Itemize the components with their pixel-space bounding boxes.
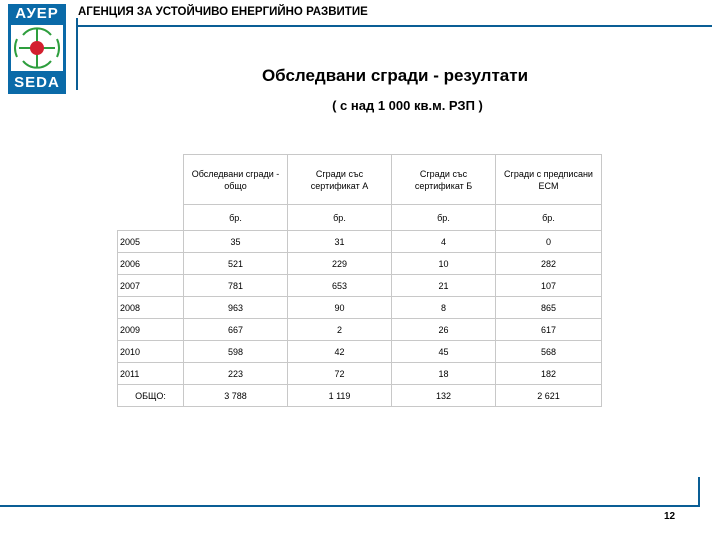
logo-bottom-text: SEDA	[14, 74, 60, 91]
table-cell: 8	[392, 297, 496, 319]
table-row	[118, 363, 602, 385]
unit-cell: бр.	[184, 205, 288, 231]
row-label: 2010	[118, 341, 184, 363]
unit-cell: бр.	[288, 205, 392, 231]
row-label: 2005	[118, 231, 184, 253]
table-row	[118, 275, 602, 297]
row-label: 2007	[118, 275, 184, 297]
table-cell: 42	[288, 341, 392, 363]
table-cell: 21	[392, 275, 496, 297]
table-row	[118, 319, 602, 341]
table-cell: 653	[288, 275, 392, 297]
table-cell: 963	[184, 297, 288, 319]
table-cell: 26	[392, 319, 496, 341]
table-cell: 35	[184, 231, 288, 253]
table-cell: 667	[184, 319, 288, 341]
table-row	[118, 253, 602, 275]
row-label: 2008	[118, 297, 184, 319]
row-label: 2009	[118, 319, 184, 341]
table-cell: 10	[392, 253, 496, 275]
header-horizontal-rule	[78, 25, 712, 27]
logo-emblem	[11, 25, 63, 71]
table-cell: 229	[288, 253, 392, 275]
table-cell: 2	[288, 319, 392, 341]
table-cell: 18	[392, 363, 496, 385]
page-title: Обследвани сгради - резултати	[261, 66, 529, 85]
table-cell: 223	[184, 363, 288, 385]
results-table	[117, 154, 602, 407]
total-cell: 1 119	[288, 385, 392, 407]
total-label: ОБЩО:	[118, 385, 184, 407]
table-cell: 107	[496, 275, 602, 297]
table-row	[118, 297, 602, 319]
corner-cell	[118, 205, 184, 231]
table-cell: 865	[496, 297, 602, 319]
table-cell: 31	[288, 231, 392, 253]
footer-vertical-rule	[698, 477, 700, 507]
table-cell: 4	[392, 231, 496, 253]
footer-horizontal-rule	[0, 505, 700, 507]
agency-name: АГЕНЦИЯ ЗА УСТОЙЧИВО ЕНЕРГИЙНО РАЗВИТИЕ	[78, 6, 368, 18]
table-cell: 521	[184, 253, 288, 275]
column-header: Сгради със сертификат А	[288, 155, 392, 205]
table-cell: 598	[184, 341, 288, 363]
row-label: 2011	[118, 363, 184, 385]
total-cell: 132	[392, 385, 496, 407]
table-cell: 182	[496, 363, 602, 385]
table-row	[118, 341, 602, 363]
table-cell: 568	[496, 341, 602, 363]
row-label: 2006	[118, 253, 184, 275]
table-cell: 45	[392, 341, 496, 363]
table-row	[118, 231, 602, 253]
column-header: Сгради с предписани ЕСМ	[496, 155, 602, 205]
table-cell: 617	[496, 319, 602, 341]
table-units-row	[118, 205, 602, 231]
column-header: Обследвани сгради - общо	[184, 155, 288, 205]
table-cell: 0	[496, 231, 602, 253]
unit-cell: бр.	[392, 205, 496, 231]
table-cell: 282	[496, 253, 602, 275]
logo-top-text: АУЕР	[15, 5, 59, 22]
page-subtitle: ( с над 1 000 кв.м. РЗП )	[332, 98, 483, 113]
table-header-row	[118, 155, 602, 205]
page-number: 12	[664, 511, 676, 522]
total-cell: 2 621	[496, 385, 602, 407]
corner-cell	[118, 155, 184, 205]
table-cell: 90	[288, 297, 392, 319]
table-cell: 781	[184, 275, 288, 297]
table-cell: 72	[288, 363, 392, 385]
unit-cell: бр.	[496, 205, 602, 231]
total-cell: 3 788	[184, 385, 288, 407]
table-total-row	[118, 385, 602, 407]
column-header: Сгради със сертификат Б	[392, 155, 496, 205]
